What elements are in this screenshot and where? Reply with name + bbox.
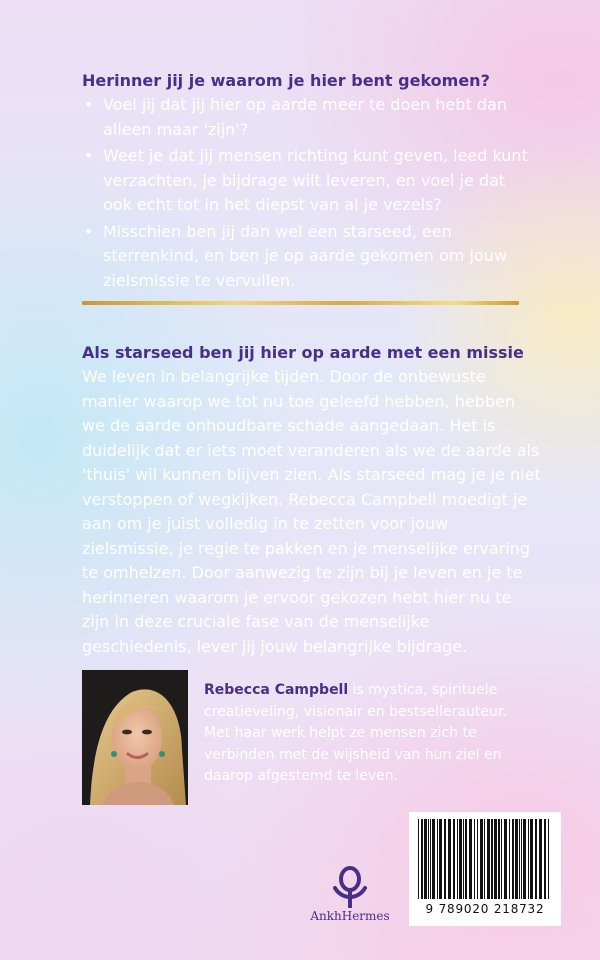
barcode-bar — [437, 819, 438, 899]
barcode-bar — [457, 819, 458, 899]
barcode-bar — [519, 819, 520, 899]
bullet-item — [82, 220, 532, 294]
intro-bullet-list — [82, 93, 532, 295]
barcode-bar — [444, 819, 446, 899]
mission-heading: Als starseed ben jij hier op aarde met een missie — [82, 343, 524, 362]
barcode-bar — [515, 819, 518, 899]
bullet-text: Voel jij dat jij hier op aarde meer te doen hebt dan alleen maar 'zijn'? — [103, 95, 507, 139]
barcode-bar — [469, 819, 472, 899]
barcode-bar — [418, 819, 419, 899]
barcode-bar — [504, 819, 507, 899]
barcode-bar — [474, 819, 475, 899]
bullet-item — [82, 144, 532, 218]
barcode-bar — [509, 819, 510, 899]
mission-body-text: We leven in belangrijke tijden. Door de onbewuste manier waarop we tot nu toe geleefd hebben, hebben we de aarde onhoudbare schade aangedaan. Het is duidelijk dat er iets moet veranderen als we de aarde als 'thuis' wil kunnen blijven zien. Als starseed mag je je niet verstoppen of wegkijken. Rebecca Campbell moedigt je aan om je juist volledig in te zetten voor jouw zielsmissie, je regie te pakken en je menselijke ervaring te omhelzen. Door aanwezig te zijn bij je leven en je te herinneren waarom je ervoor gekozen hebt hier nu te zijn in deze cruciale fase van de menselijke geschiedenis, lever jij jouw belangrijke bijdrage. — [82, 367, 541, 656]
barcode-bar — [487, 819, 490, 899]
barcode-bar — [535, 819, 537, 899]
author-name: Rebecca Campbell — [204, 682, 349, 698]
bullet-marker: • — [84, 146, 94, 165]
gold-divider — [82, 301, 519, 305]
barcode-bar — [512, 819, 514, 899]
bullet-marker: • — [84, 95, 94, 114]
publisher-name: AnkhHermes — [310, 909, 390, 923]
publisher-logo-icon — [330, 864, 370, 908]
barcode-bar — [523, 819, 526, 899]
barcode-bars — [416, 819, 554, 901]
barcode-bar — [432, 819, 435, 899]
barcode-bar — [548, 819, 549, 899]
barcode-bar — [498, 819, 500, 899]
barcode-bar — [459, 819, 462, 899]
intro-heading: Herinner jij je waarom je hier bent gekomen? — [82, 71, 490, 90]
barcode-bar — [501, 819, 502, 899]
barcode-bar — [539, 819, 542, 899]
barcode-bar — [491, 819, 493, 899]
barcode-bar — [453, 819, 455, 899]
author-bio-text: is mystica, spirituele creatieveling, visionair en bestsellerauteur. Met haar werk helpt ze mensen zich te verbinden met de wijsheid van hun ziel en daarop afgestemd te leven. — [204, 682, 507, 784]
barcode-bar — [424, 819, 427, 899]
barcode-bar — [421, 819, 423, 899]
barcode — [409, 812, 561, 926]
isbn-number: 9 789020 218732 — [425, 902, 545, 916]
barcode-bar — [463, 819, 464, 899]
barcode-bar — [521, 819, 522, 899]
barcode-bar — [465, 819, 467, 899]
bullet-text: Misschien ben jij dan wel een starseed, een sterrenkind, en ben je op aarde gekomen om jouw zielsmissie te vervullen. — [103, 221, 507, 290]
barcode-bar — [544, 819, 546, 899]
author-photo — [82, 670, 188, 805]
bullet-item — [82, 93, 532, 142]
barcode-bar — [477, 819, 478, 899]
barcode-bar — [439, 819, 442, 899]
barcode-bar — [428, 819, 429, 899]
barcode-bar — [448, 819, 451, 899]
barcode-bar — [480, 819, 483, 899]
bullet-text: Weet je dat jij mensen richting kunt geven, leed kunt verzachten, je bijdrage wilt leveren, en voel je dat ook echt tot in het diepst van al je vezels? — [103, 146, 528, 214]
barcode-bar — [430, 819, 431, 899]
barcode-bar — [528, 819, 529, 899]
author-bio — [204, 680, 534, 788]
barcode-bar — [484, 819, 485, 899]
barcode-bar — [494, 819, 497, 899]
bullet-marker: • — [84, 221, 94, 241]
barcode-bar — [530, 819, 533, 899]
